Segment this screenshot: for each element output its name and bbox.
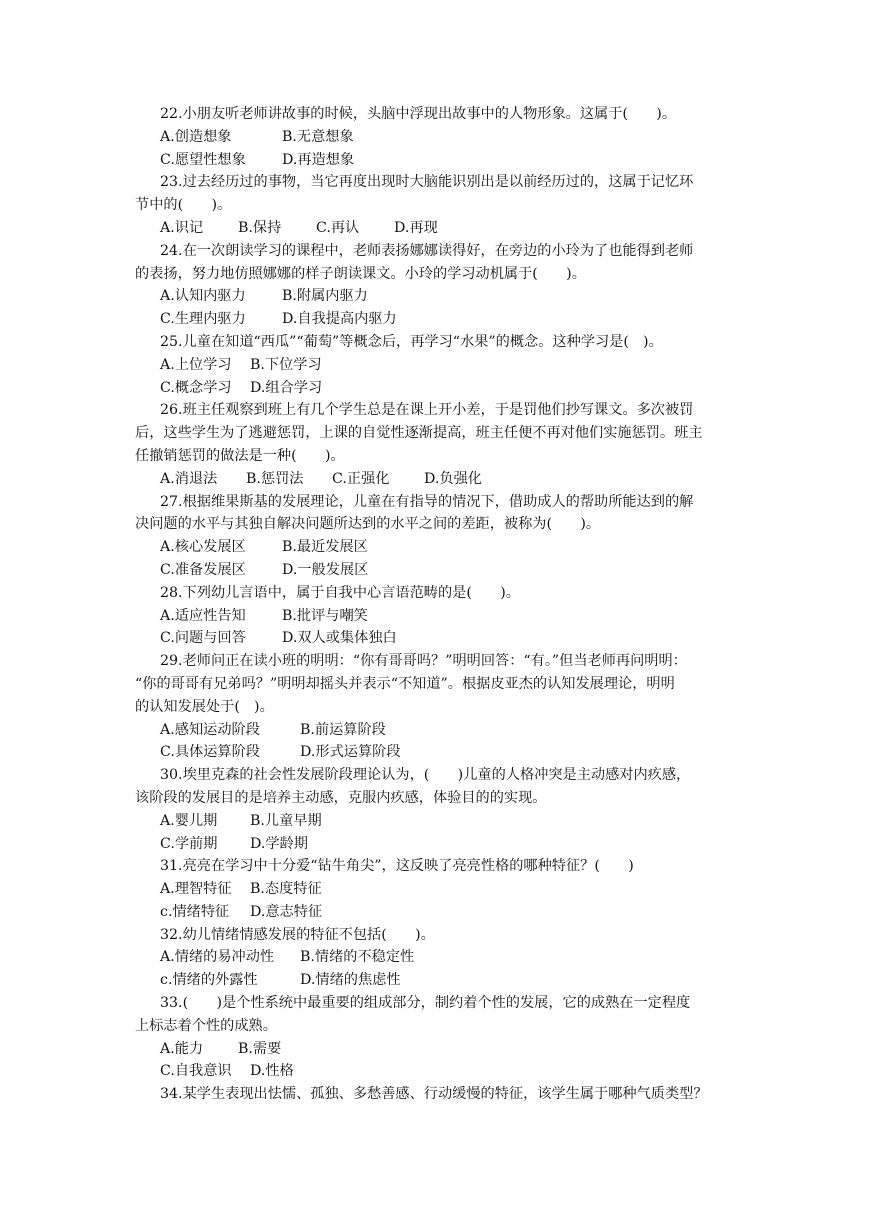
option-b: B.最近发展区 — [282, 539, 368, 556]
question-32-options-row-1 — [160, 946, 745, 969]
question-33-stem-cont: 上标志着个性的成熟。 — [135, 1017, 277, 1034]
question-32 — [160, 924, 745, 992]
question-34-stem: 34.某学生表现出怯懦、孤独、多愁善感、行动缓慢的特征，该学生属于哪种气质类型？ — [160, 1086, 708, 1103]
question-32-stem: 32.幼儿情绪情感发展的特征不包括( )。 — [160, 926, 435, 943]
option-d: D.负强化 — [424, 470, 482, 487]
option-c: C.概念学习 — [160, 379, 232, 396]
question-31-options-row-2 — [160, 901, 745, 924]
option-a: A.上位学习 — [160, 356, 232, 373]
question-23-stem-cont: 节中的( )。 — [135, 197, 232, 214]
option-b: B.态度特征 — [250, 881, 322, 898]
question-25-options-row-1 — [160, 354, 745, 377]
question-31-options-row-1 — [160, 878, 745, 901]
question-24-stem-cont: 的表扬，努力地仿照娜娜的样子朗读课文。小玲的学习动机属于( )。 — [135, 265, 586, 282]
question-30 — [135, 764, 745, 855]
option-c: C.问题与回答 — [160, 630, 246, 647]
question-list — [135, 103, 745, 1106]
option-a: A.情绪的易冲动性 — [160, 949, 275, 966]
question-30-options-row-1 — [160, 810, 745, 833]
question-22 — [160, 103, 745, 171]
option-b: B.惩罚法 — [246, 470, 304, 487]
question-32-options-row-2 — [160, 969, 745, 992]
option-b: B.需要 — [238, 1040, 282, 1057]
question-29-options-row-2 — [160, 741, 745, 764]
question-26-stem-cont-2: 任撤销惩罚的做法是一种( )。 — [135, 447, 345, 464]
option-b: B.下位学习 — [250, 356, 322, 373]
option-d: D.一般发展区 — [282, 561, 369, 578]
question-27-options-row-1 — [160, 536, 745, 559]
question-31-stem: 31.亮亮在学习中十分爱“钻牛角尖”，这反映了亮亮性格的哪种特征？( ) — [160, 858, 634, 875]
option-c: C.具体运算阶段 — [160, 744, 260, 761]
question-29-stem-cont-2: 的认知发展处于( )。 — [135, 698, 274, 715]
question-24 — [135, 240, 745, 331]
option-b: B.保持 — [238, 219, 282, 236]
option-d: D.双人或集体独白 — [282, 630, 397, 647]
option-a: A.识记 — [160, 219, 204, 236]
option-c: C.自我意识 — [160, 1063, 232, 1080]
option-a: A.消退法 — [160, 470, 218, 487]
question-25-options-row-2 — [160, 377, 745, 400]
option-c: C.准备发展区 — [160, 561, 246, 578]
option-b: B.无意想象 — [282, 128, 354, 145]
question-26-stem: 26.班主任观察到班上有几个学生总是在课上开小差，于是罚他们抄写课文。多次被罚 — [160, 402, 694, 419]
question-23-stem: 23.过去经历过的事物，当它再度出现时大脑能识别出是以前经历过的，这属于记忆环 — [160, 174, 694, 191]
option-c: C.再认 — [316, 219, 360, 236]
option-d: D.组合学习 — [250, 379, 323, 396]
option-a: A.婴儿期 — [160, 812, 218, 829]
option-c: C.学前期 — [160, 835, 218, 852]
option-b: B.批评与嘲笑 — [282, 607, 368, 624]
question-22-stem: 22.小朋友听老师讲故事的时候，头脑中浮现出故事中的人物形象。这属于( )。 — [160, 106, 677, 122]
option-d: D.自我提高内驱力 — [282, 311, 397, 328]
option-b: B.前运算阶段 — [300, 721, 386, 738]
question-30-options-row-2 — [160, 833, 745, 856]
option-c: c.情绪的外露性 — [160, 972, 258, 989]
question-31 — [160, 855, 745, 923]
question-25-stem: 25.儿童在知道“西瓜”“葡萄”等概念后，再学习“水果”的概念。这种学习是( )。 — [160, 333, 663, 350]
option-b: B.儿童早期 — [250, 812, 322, 829]
question-28-stem: 28.下列幼儿言语中，属于自我中心言语范畴的是( )。 — [160, 584, 520, 601]
option-a: A.理智特征 — [160, 881, 232, 898]
option-d: D.性格 — [250, 1063, 294, 1080]
question-33-stem: 33.( )是个性系统中最重要的组成部分，制约着个性的发展，它的成熟在一定程度 — [160, 995, 691, 1012]
option-d: D.再造想象 — [282, 151, 355, 168]
option-d: D.形式运算阶段 — [300, 744, 401, 761]
question-33 — [135, 992, 745, 1083]
question-34 — [160, 1083, 745, 1106]
option-a: A.感知运动阶段 — [160, 721, 260, 738]
option-a: A.创造想象 — [160, 128, 232, 145]
question-29-options-row-1 — [160, 719, 745, 742]
question-30-stem-cont: 该阶段的发展目的是培养主动感，克服内疚感，体验目的的实现。 — [135, 789, 547, 806]
question-33-options-row-1 — [160, 1038, 745, 1061]
question-25 — [160, 331, 745, 399]
question-27-options-row-2 — [160, 559, 745, 582]
question-28 — [160, 582, 745, 650]
question-27-stem-cont: 决问题的水平与其独自解决问题所达到的水平之间的差距，被称为( )。 — [135, 516, 601, 533]
question-24-options-row-1 — [160, 285, 745, 308]
question-23-options-row-1 — [160, 217, 745, 240]
question-22-options-row-1 — [160, 126, 745, 149]
question-26-options-row-1 — [160, 468, 745, 491]
option-a: A.适应性告知 — [160, 607, 246, 624]
question-22-options-row-2 — [160, 149, 745, 172]
question-24-options-row-2 — [160, 308, 745, 331]
option-c: C.生理内驱力 — [160, 311, 246, 328]
question-33-options-row-2 — [160, 1060, 745, 1083]
option-a: A.能力 — [160, 1040, 204, 1057]
question-23 — [135, 171, 745, 239]
option-c: C.愿望性想象 — [160, 151, 246, 168]
option-a: A.核心发展区 — [160, 539, 246, 556]
option-b: B.附属内驱力 — [282, 288, 368, 305]
question-26 — [135, 399, 745, 490]
question-29 — [135, 650, 745, 764]
option-d: D.情绪的焦虑性 — [300, 972, 401, 989]
option-d: D.再现 — [394, 219, 438, 236]
option-d: D.意志特征 — [250, 903, 323, 920]
question-27-stem: 27.根据维果斯基的发展理论，儿童在有指导的情况下，借助成人的帮助所能达到的解 — [160, 493, 694, 510]
option-c: C.正强化 — [332, 470, 390, 487]
option-b: B.情绪的不稳定性 — [300, 949, 415, 966]
question-29-stem-cont-1: “你的哥哥有兄弟吗？”明明却摇头并表示“不知道”。根据皮亚杰的认知发展理论，明明 — [135, 675, 675, 692]
question-28-options-row-2 — [160, 627, 745, 650]
question-28-options-row-1 — [160, 605, 745, 628]
question-27 — [135, 491, 745, 582]
question-24-stem: 24.在一次朗读学习的课程中，老师表扬娜娜读得好，在旁边的小玲为了也能得到老师 — [160, 242, 694, 259]
question-29-stem: 29.老师问正在读小班的明明：“你有哥哥吗？”明明回答：“有。”但当老师再问明明： — [160, 653, 687, 670]
option-d: D.学龄期 — [250, 835, 308, 852]
option-a: A.认知内驱力 — [160, 288, 246, 305]
question-30-stem: 30.埃里克森的社会性发展阶段理论认为，( )儿童的人格冲突是主动感对内疚感， — [160, 767, 691, 784]
option-c: c.情绪特征 — [160, 903, 230, 920]
question-26-stem-cont-1: 后，这些学生为了逃避惩罚，上课的自觉性逐渐提高，班主任便不再对他们实施惩罚。班主 — [135, 425, 703, 442]
